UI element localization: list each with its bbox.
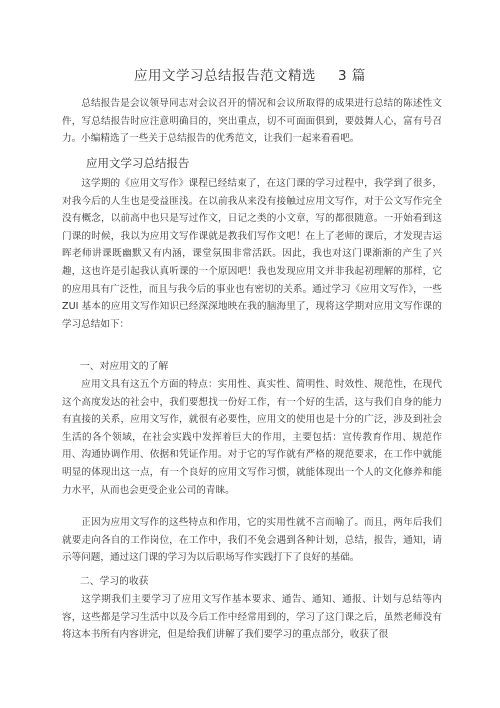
paragraph-2	[62, 376, 442, 499]
intro-text: 总结报告是会议领导同志对会议召开的情况和会议所取得的成果进行总结的陈述性文件，写总结报告时应注意明确目的，突出重点，切不可面面俱到，要鼓舞人心，富有号召力。小编精选了一些关于总结报告的优秀范文，让我们一起来看看吧。	[62, 98, 442, 145]
subheading-1: 一、对应用文的了解	[80, 361, 169, 372]
paragraph-4	[62, 591, 442, 644]
section-title: 应用文学习总结报告	[86, 156, 190, 170]
paragraph-3	[62, 514, 442, 567]
paragraph-4-text: 这学期我们主要学习了应用文写作基本要求、通告、通知、通报、计划与总结等内容，这些都是学习生活中以及今后工作中经常用到的，学习了这门课之后，虽然老师没有将这本书所有内容讲完，但是给我们讲解了我们要学习的重点部分，收获了很	[62, 594, 442, 641]
subheading-2: 二、学习的收获	[80, 576, 149, 587]
paragraph-1	[62, 175, 442, 333]
paragraph-1-text: 这学期的《应用文写作》课程已经结束了，在这门课的学习过程中，我学到了很多，对我今后的人生也是受益匪浅。在以前我从来没有接触过应用文写作，对于公文写作完全没有概念，以前高中也只是写过作文，日记之类的小文章，写的都很随意。一开始看到这门课的时候，我以为应用文写作课就是教我们写作文吧！在上了老师的课后，才发现吉运晖老师讲课既幽默又有内涵，课堂氛围非常活跃。因此，我也对这门课渐渐的产生了兴趣，这也许是引起我认真听课的一个原因吧！我也发现应用文并非我起初理解的那样，它的应用具有广泛性，而且与我今后的事业也有密切的关系。通过学习《应用文写作》，一些 ZUI 基本的应用文写作知识已经深深地映在我的脑海里了，现将这学期对应用文写作课的学习总结如下：	[62, 178, 442, 330]
paragraph-2-text: 应用文具有这五个方面的特点：实用性、真实性、简明性、时效性、规范性，在现代这个高度发达的社会中，我们要想找一份好工作，有一个好的生活，这与我们自身的能力有直接的关系，应用文写作，就很有必要性，应用文的使用也是十分的广泛，涉及到社会生活的各个领域，在社会实践中发挥着巨大的作用，主要包括：宣传教育作用、规范作用、沟通协调作用、依据和凭证作用。对于它的写作就有严格的规范要求，在工作中就能明显的体现出这一点，有一个良好的应用文写作习惯，就能体现出一个人的文化修养和能力水平，从而也会更受企业公司的青睐。	[62, 379, 442, 496]
title-text: 应用文学习总结报告范文精选	[134, 68, 317, 84]
title-count: 3 篇	[338, 68, 366, 84]
document-title	[0, 64, 500, 84]
intro-paragraph	[62, 95, 442, 148]
paragraph-3-text: 正因为应用文写作的这些特点和作用，它的实用性就不言而喻了。而且，两年后我们就要走向各自的工作岗位，在工作中，我们不免会遇到各种计划，总结，报告，通知，请示等问题，通过这门课的学习为以后职场写作实践打下了良好的基础。	[62, 517, 442, 564]
